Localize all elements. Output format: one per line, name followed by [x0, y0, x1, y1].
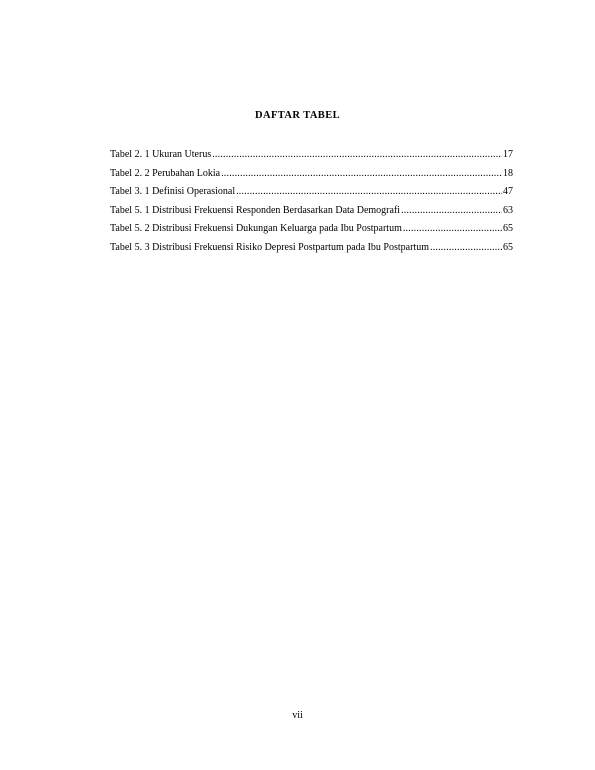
toc-entry [110, 241, 513, 260]
toc-entry-label: Tabel 2. 2 Perubahan Lokia [110, 167, 221, 179]
toc-entry-label: Tabel 3. 1 Definisi Operasional [110, 186, 236, 197]
toc-entry [110, 167, 513, 186]
toc-entry-page: 65 [503, 241, 513, 253]
toc-entry-page: 63 [503, 204, 513, 216]
toc-entry-label: Tabel 2. 1 Ukuran Uterus [110, 149, 212, 160]
dot-leader [236, 185, 502, 199]
page-title: DAFTAR TABEL [254, 110, 341, 121]
dot-leader [221, 167, 502, 181]
toc-entry-label: Tabel 5. 1 Distribusi Frekuensi Responden Berdasarkan Data Demografi [110, 204, 401, 216]
toc-entry-page: 65 [503, 223, 513, 234]
toc-entry-label: Tabel 5. 3 Distribusi Frekuensi Risiko Depresi Postpartum pada Ibu Postpartum [110, 241, 429, 253]
toc-entry-page: 18 [503, 167, 513, 179]
table-of-tables [110, 148, 513, 259]
toc-entry [110, 148, 513, 167]
dot-leader [403, 222, 502, 236]
toc-entry [110, 204, 513, 223]
toc-entry-label: Tabel 5. 2 Distribusi Frekuensi Dukungan Keluarga pada Ibu Postpartum [110, 223, 402, 234]
dot-leader [212, 148, 502, 162]
toc-entry [110, 222, 513, 241]
toc-entry-page: 47 [503, 186, 513, 197]
dot-leader [401, 204, 502, 218]
toc-entry [110, 185, 513, 204]
toc-entry-page: 17 [503, 149, 513, 160]
dot-leader [430, 241, 502, 255]
page-number: vii [292, 710, 303, 721]
